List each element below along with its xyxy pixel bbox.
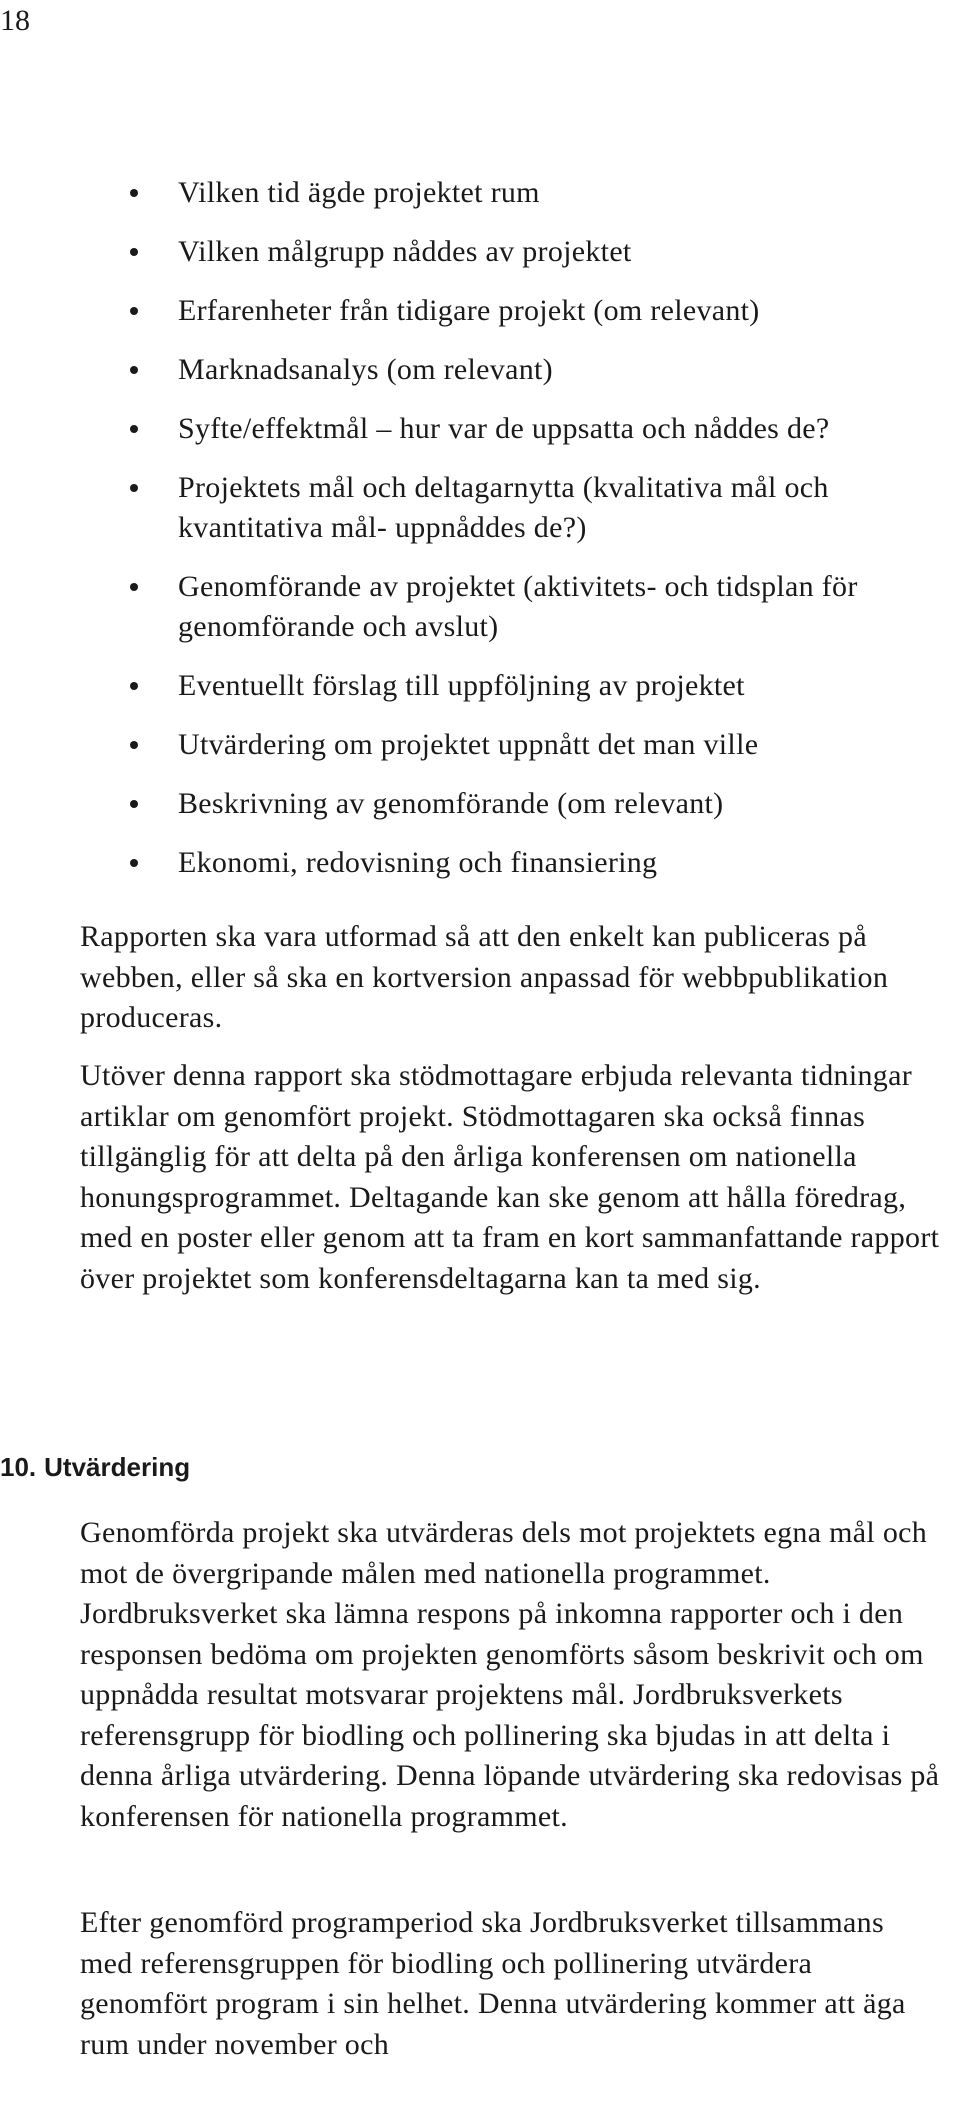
bullet-icon xyxy=(130,307,138,315)
bullet-icon xyxy=(130,425,138,433)
list-item-text: Utvärdering om projektet uppnått det man ville xyxy=(178,728,759,761)
list-item-text: Genomförande av projektet (aktivitets- och tidsplan för genomförande och avslut) xyxy=(178,570,858,643)
evaluation-paragraph: Genomförda projekt ska utvärderas dels mot projektets egna mål och mot de övergripande målen med nationella programmet. Jordbruksverket ska lämna respons på inkomna rapporter och i den responsen bedöma om projekten genomförts såsom beskrivit och om uppnådda resultat motsvarar projektens mål. Jordbruksverkets referensgrupp för biodling och pollinering ska bjudas in att delta i denna årliga utvärdering. Denna löpande utvärdering ska redovisas på konferensen för nationella programmet. xyxy=(80,1516,940,1833)
list-item xyxy=(130,843,930,883)
list-item-text: Syfte/effektmål – hur var de uppsatta och nåddes de? xyxy=(178,412,830,445)
requirements-bullet-list xyxy=(130,173,930,883)
list-item-text: Projektets mål och deltagarnytta (kvalitativa mål och kvantitativa mål- uppnåddes de?) xyxy=(178,471,829,544)
list-item xyxy=(130,291,930,331)
bullet-icon xyxy=(130,800,138,808)
list-item xyxy=(130,784,930,824)
list-item-text: Vilken målgrupp nåddes av projektet xyxy=(178,235,632,268)
list-item-text: Eventuellt förslag till uppföljning av projektet xyxy=(178,669,745,702)
bullet-icon xyxy=(130,248,138,256)
bullet-icon xyxy=(130,682,138,690)
section-heading xyxy=(0,1450,198,1484)
bullet-icon xyxy=(130,583,138,591)
list-item-text: Beskrivning av genomförande (om relevant) xyxy=(178,787,724,820)
list-item xyxy=(130,567,930,647)
bullet-icon xyxy=(130,859,138,867)
list-item xyxy=(130,666,930,706)
list-item xyxy=(130,350,930,390)
list-item-text: Marknadsanalys (om relevant) xyxy=(178,353,553,386)
bullet-icon xyxy=(130,366,138,374)
bullet-icon xyxy=(130,484,138,492)
section-number: 10. xyxy=(0,1452,37,1482)
section-title: Utvärdering xyxy=(44,1452,191,1482)
list-item xyxy=(130,409,930,449)
list-item-text: Erfarenheter från tidigare projekt (om relevant) xyxy=(178,294,760,327)
dissemination-paragraph: Utöver denna rapport ska stödmottagare erbjuda relevanta tidningar artiklar om genomfört projekt. Stödmottagaren ska också finnas tillgänglig för att delta på den årliga konferensen om nationella honungsprogrammet. Deltagande kan ske genom att hålla föredrag, med en poster eller genom att ta fram en kort sammanfattande rapport över projektet som konferensdeltagarna kan ta med sig. xyxy=(80,1059,940,1295)
bullet-icon xyxy=(130,741,138,749)
list-item xyxy=(130,232,930,272)
list-item-text: Ekonomi, redovisning och finansiering xyxy=(178,846,658,879)
list-item xyxy=(130,173,930,213)
list-item xyxy=(130,725,930,765)
list-item-text: Vilken tid ägde projektet rum xyxy=(178,176,540,209)
page-number: 18 xyxy=(0,4,30,37)
final-evaluation-paragraph: Efter genomförd programperiod ska Jordbruksverket tillsammans med referensgruppen för biodling och pollinering utvärdera genomfört program i sin helhet. Denna utvärdering kommer att äga rum under november och xyxy=(80,1906,906,2061)
report-format-paragraph: Rapporten ska vara utformad så att den enkelt kan publiceras på webben, eller så ska en kortversion anpassad för webbpublikation produceras. xyxy=(80,920,889,1034)
bullet-icon xyxy=(130,189,138,197)
list-item xyxy=(130,468,930,548)
